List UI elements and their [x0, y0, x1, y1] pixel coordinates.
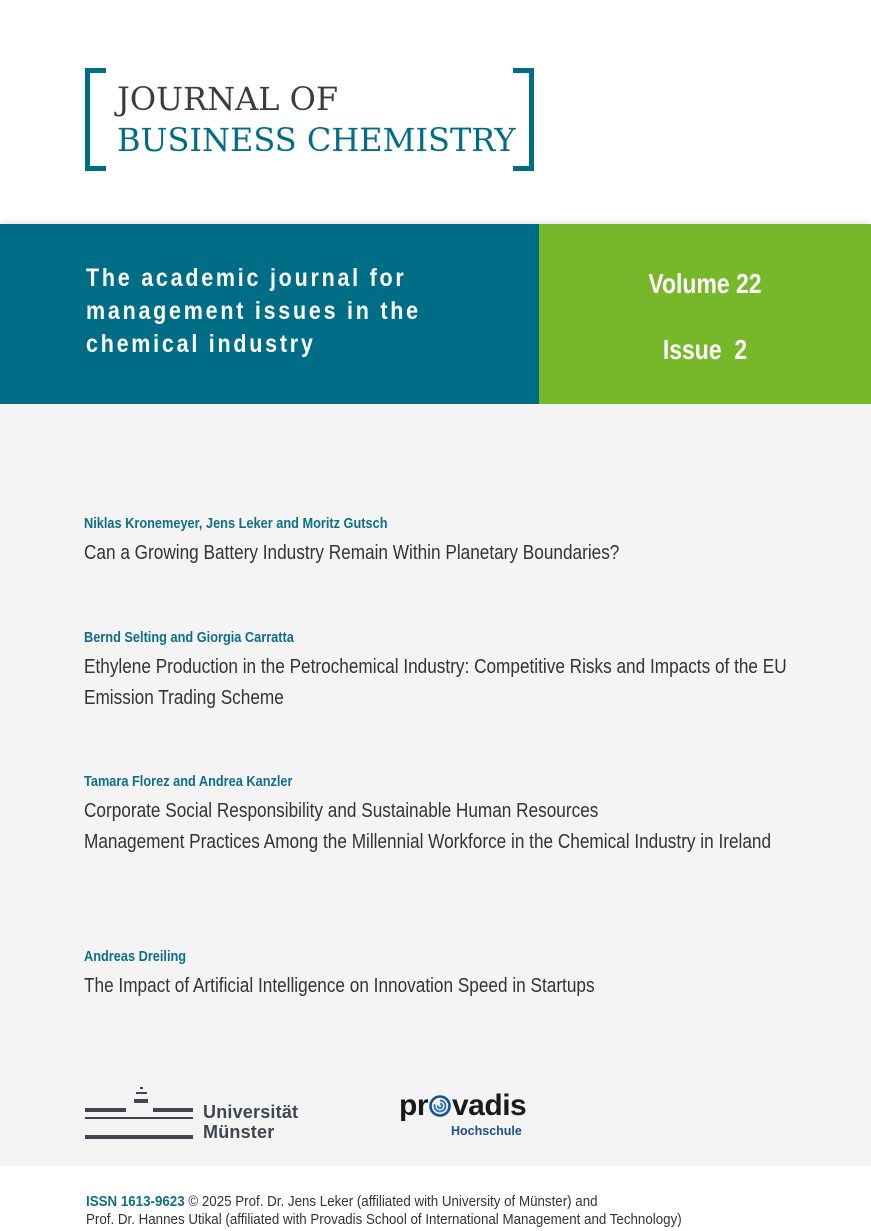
logo-title-line1: JOURNAL OF	[117, 80, 339, 118]
journal-header	[0, 0, 871, 224]
article-authors: Niklas Kronemeyer, Jens Leker and Moritz Gutsch	[84, 516, 388, 532]
tagline-line: chemical industry	[86, 330, 316, 358]
footer-line1	[86, 1193, 804, 1211]
copyright-footer	[86, 1193, 866, 1229]
tagline-panel	[0, 224, 539, 404]
swirl-icon	[429, 1095, 451, 1117]
volume-label: Volume 22	[648, 268, 762, 299]
article-title[interactable]: Ethylene Production in the Petrochemical Industry: Competitive Risks and Impacts of the EU Emission Trading Scheme	[84, 656, 787, 709]
provadis-wordmark	[399, 1090, 526, 1122]
provadis-word-pre: pr	[399, 1089, 428, 1122]
article-entry[interactable]	[84, 629, 844, 714]
issn-number: ISSN 1613-9623	[86, 1194, 185, 1210]
provadis-logo	[399, 1090, 529, 1140]
uni-name-line2: Münster	[203, 1122, 275, 1142]
tagline-line: management issues in the	[86, 297, 421, 325]
article-title-line: Corporate Social Responsibility and Sustainable Human Resources	[84, 800, 599, 822]
issue-label: Issue 2	[662, 334, 748, 365]
article-entry[interactable]	[84, 773, 844, 858]
university-name	[203, 1102, 298, 1142]
article-title-line: Management Practices Among the Millennial Workforce in the Chemical Industry in Ireland	[84, 831, 772, 853]
article-entry[interactable]	[84, 515, 844, 569]
article-title[interactable]: Can a Growing Battery Industry Remain Within Planetary Boundaries?	[84, 542, 620, 564]
journal-logo	[85, 68, 535, 171]
logo-title-line2: BUSINESS CHEMISTRY	[117, 121, 516, 159]
university-munster-logo	[85, 1087, 305, 1147]
table-of-contents	[0, 404, 871, 1166]
copyright-text: © 2025 Prof. Dr. Jens Leker (affiliated with University of Münster) and	[184, 1194, 598, 1210]
issue-panel	[539, 224, 871, 404]
journal-banner	[0, 224, 871, 404]
article-entry[interactable]	[84, 948, 844, 1002]
journal-tagline	[86, 262, 447, 361]
left-bracket-icon	[85, 68, 106, 171]
article-authors: Tamara Florez and Andrea Kanzler	[84, 774, 293, 790]
article-authors: Bernd Selting and Giorgia Carratta	[84, 630, 294, 646]
article-title[interactable]	[84, 796, 844, 858]
provadis-word-post: vadis	[452, 1089, 527, 1122]
footer-line2: Prof. Dr. Hannes Utikal (affiliated with Provadis School of International Management and Technology)	[86, 1212, 682, 1228]
article-authors: Andreas Dreiling	[84, 949, 187, 965]
article-title[interactable]: The Impact of Artificial Intelligence on Innovation Speed in Startups	[84, 975, 595, 997]
uni-name-line1: Universität	[203, 1102, 299, 1122]
tagline-line: The academic journal for	[86, 264, 407, 292]
provadis-subtitle: Hochschule	[451, 1124, 522, 1138]
right-bracket-icon	[513, 68, 534, 171]
